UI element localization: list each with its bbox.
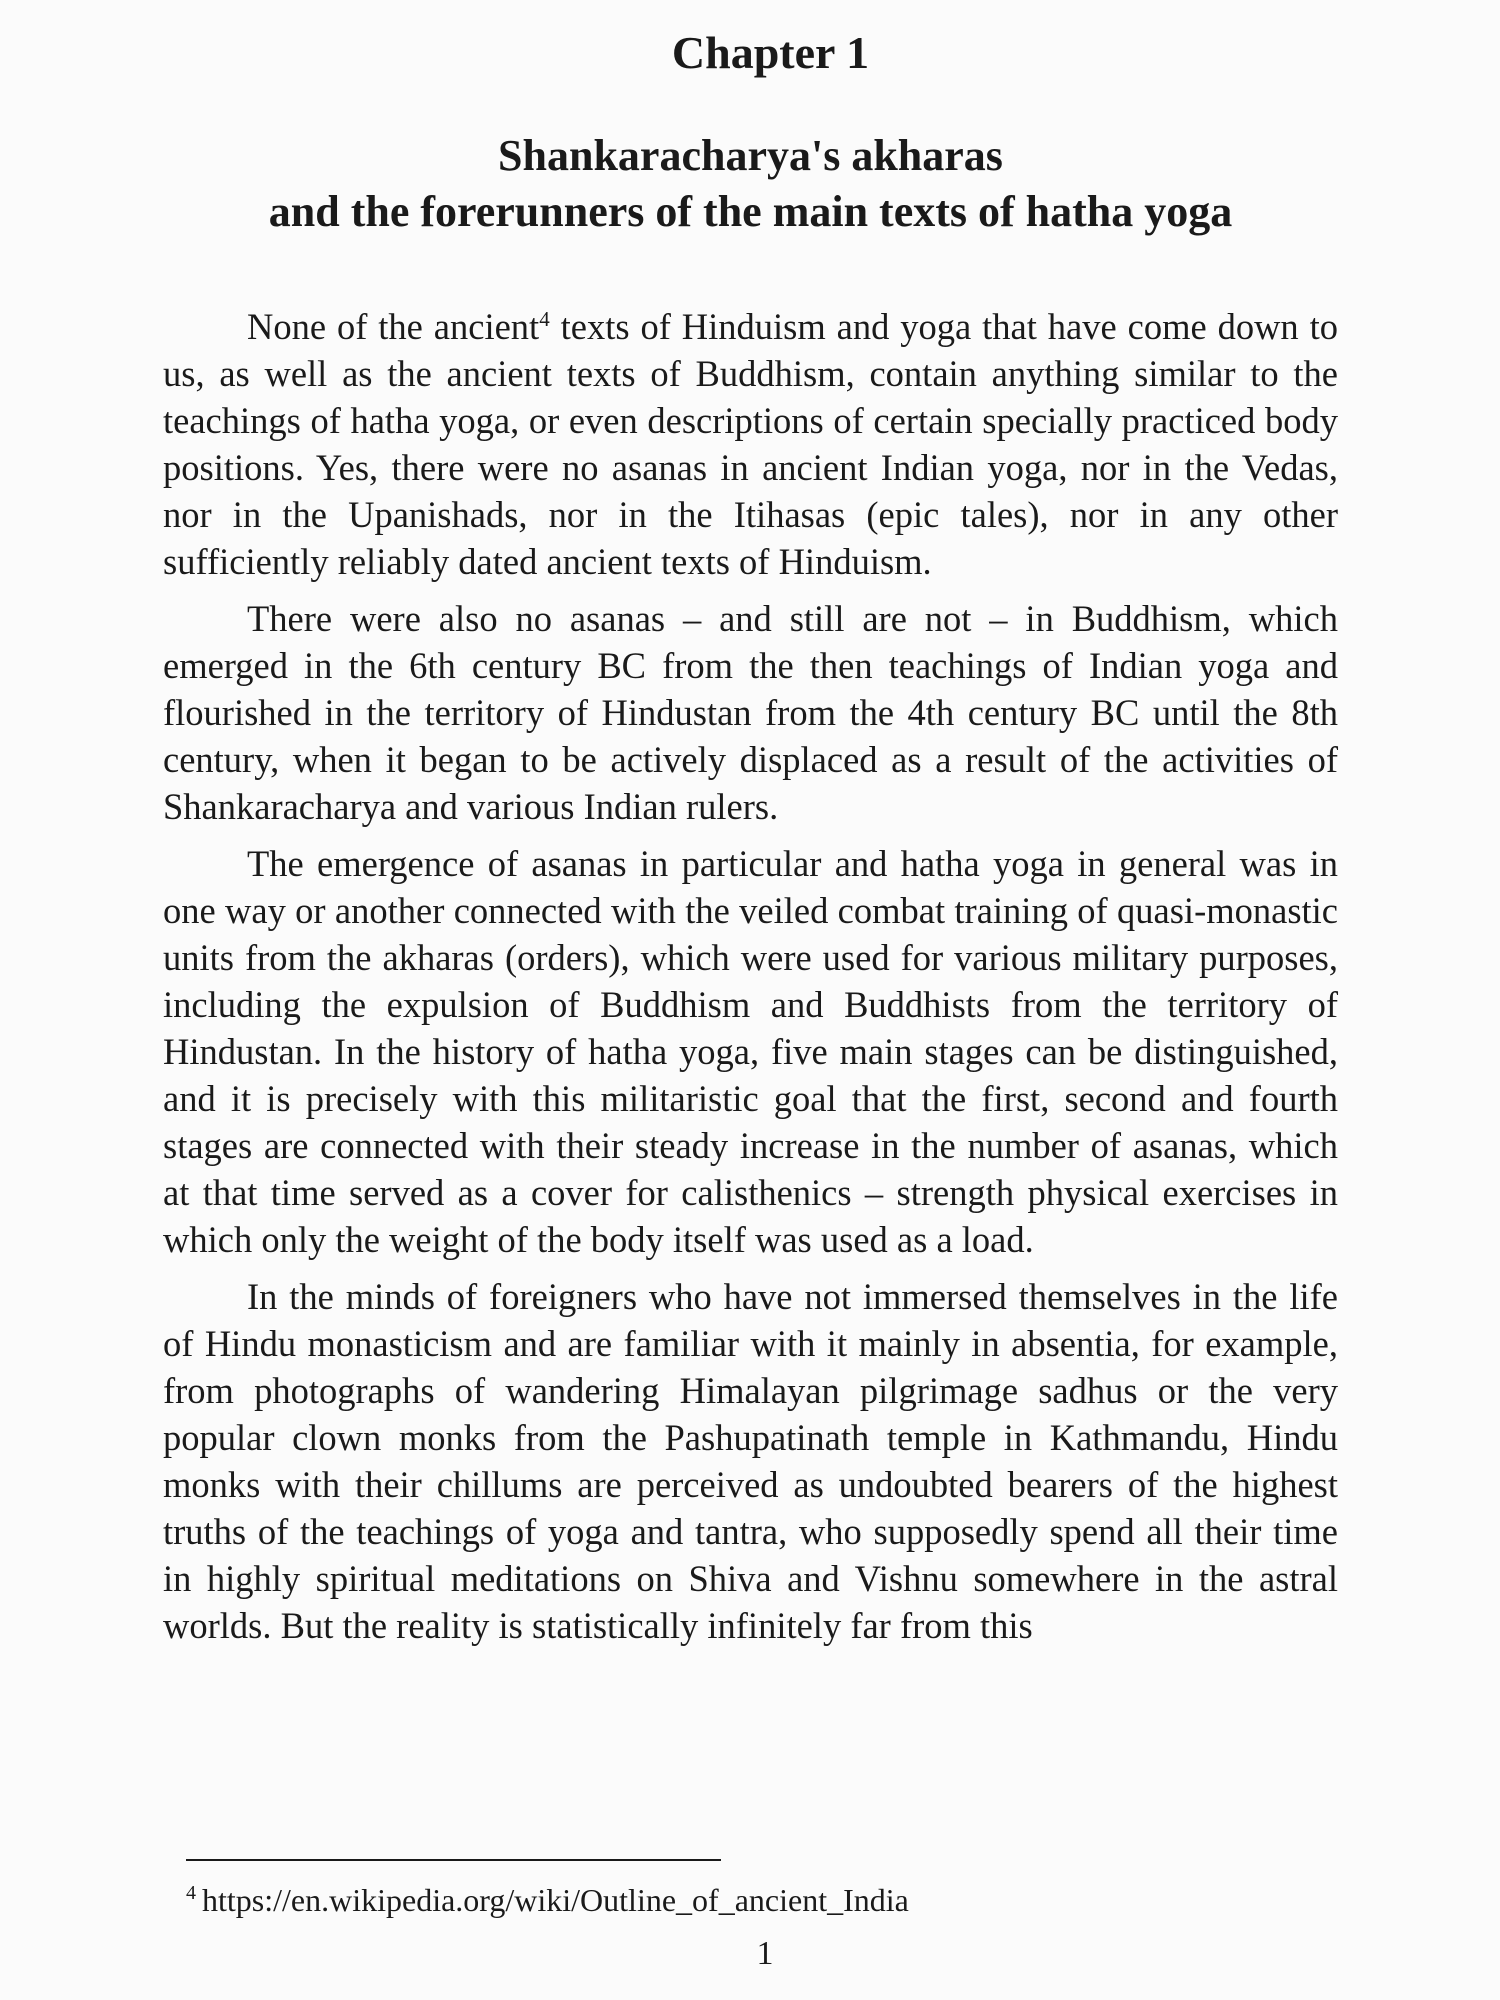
chapter-label: Chapter 1 — [671, 27, 870, 78]
page-number: 1 — [756, 1935, 774, 1972]
paragraph-1-rest: texts of Hinduism and yoga that have come down to us, as well as the ancient texts of Buddhism, contain anything similar to the teachings of hatha yoga, or even descriptions of certain specially practiced body positions. Yes, there were no asanas in ancient Indian yoga, nor in the Vedas, nor in the Upanishads, nor in the Itihasas (epic tales), nor in any other sufficiently reliably dated ancient texts of Hinduism. — [163, 306, 1338, 582]
paragraph-1-start: None of the ancient — [247, 306, 540, 347]
body-text — [163, 303, 1338, 1649]
footnote-number: 4 — [186, 1882, 196, 1905]
paragraph-3: The emergence of asanas in particular and hatha yoga in general was in one way or another connected with the veiled combat training of quasi-monastic units from the akharas (orders), which were used for various military purposes, including the expulsion of Buddhism and Buddhists from the territory of Hindustan. In the history of hatha yoga, five main stages can be distinguished, and it is precisely with this militaristic goal that the first, second and fourth stages are connected with their steady increase in the number of asanas, which at that time served as a cover for calisthenics – strength physical exercises in which only the weight of the body itself was used as a load. — [163, 843, 1338, 1260]
footnote-reference: 4 — [539, 306, 550, 331]
footnote — [186, 1880, 909, 1920]
footnote-divider — [186, 1859, 721, 1861]
paragraph-4: In the minds of foreigners who have not immersed themselves in the life of Hindu monasticism and are familiar with it mainly in absentia, for example, from photographs of wandering Himalayan pilgrimage sadhus or the very popular clown monks from the Pashupatinath temple in Kathmandu, Hindu monks with their chillums are perceived as undoubted bearers of the highest truths of the teachings of yoga and tantra, who supposedly spend all their time in highly spiritual meditations on Shiva and Vishnu somewhere in the astral worlds. But the reality is statistically infinitely far from this — [163, 1276, 1338, 1646]
paragraph-1 — [163, 303, 1338, 585]
chapter-title-line-2: and the forerunners of the main texts of hatha yoga — [268, 187, 1233, 236]
paragraph-2: There were also no asanas – and still are not – in Buddhism, which emerged in the 6th century BC from the then teachings of Indian yoga and flourished in the territory of Hindustan from the 4th century BC until the 8th century, when it began to be actively displaced as a result of the activities of Shankaracharya and various Indian rulers. — [163, 598, 1338, 827]
footnote-url: https://en.wikipedia.org/wiki/Outline_of_ancient_India — [202, 1882, 909, 1918]
chapter-title — [163, 128, 1338, 240]
chapter-title-line-1: Shankaracharya's akharas — [498, 131, 1003, 180]
